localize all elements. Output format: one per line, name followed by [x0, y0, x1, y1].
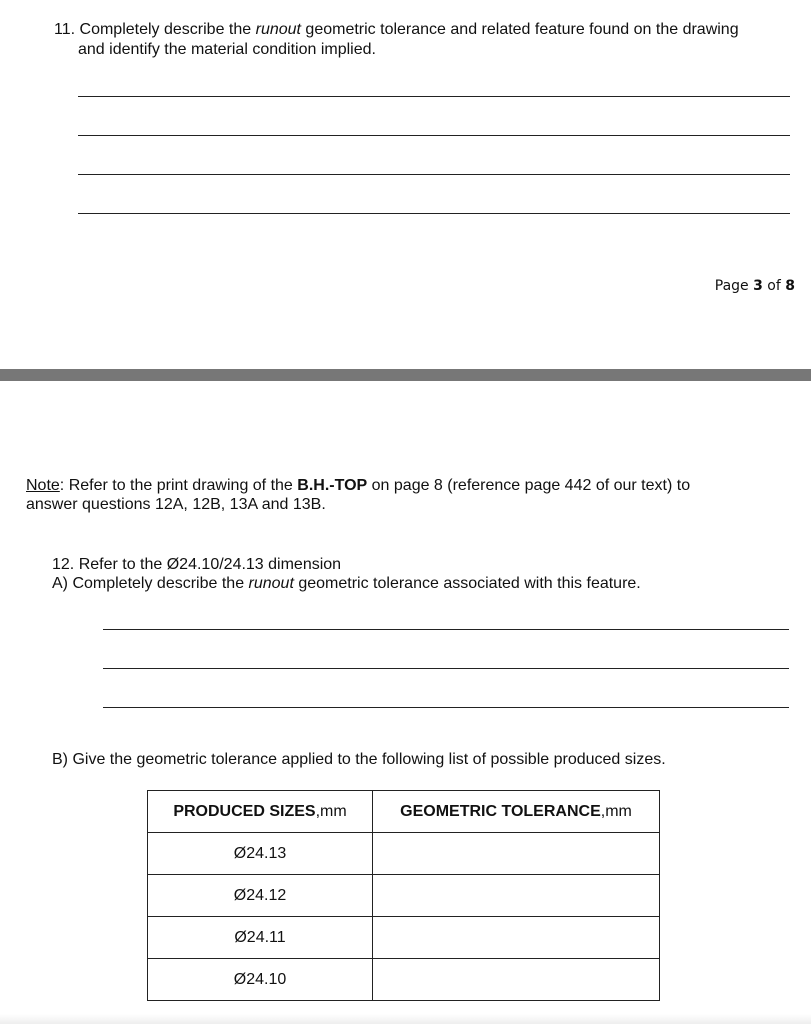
- question-12-heading: 12. Refer to the Ø24.10/24.13 dimension: [52, 556, 342, 573]
- note-text2: on page 8 (reference page 442 of our text) to: [367, 477, 691, 494]
- answer-line-11-4[interactable]: [78, 213, 790, 214]
- page-number: [715, 278, 795, 294]
- note-label: Note: [26, 477, 60, 494]
- page-number-middle: of: [762, 278, 786, 294]
- answer-line-12a-2[interactable]: [103, 668, 789, 669]
- header-geometric-tolerance: [373, 791, 660, 833]
- table-header-row: [148, 791, 660, 833]
- question-12a-before: A) Completely describe the: [52, 575, 249, 592]
- question-11-text-after: geometric tolerance and related feature found on the drawing: [300, 21, 739, 38]
- tolerance-cell[interactable]: [373, 959, 660, 1001]
- tolerance-cell[interactable]: [373, 917, 660, 959]
- table-row: [148, 833, 660, 875]
- header-geometric-tolerance-unit: ,mm: [600, 802, 632, 820]
- tolerance-table: [147, 790, 660, 1001]
- question-11-italic: runout: [255, 21, 301, 38]
- page-number-total: 8: [785, 278, 795, 294]
- header-produced-sizes-label: PRODUCED SIZES: [173, 802, 316, 820]
- answer-line-11-3[interactable]: [78, 174, 790, 175]
- header-geometric-tolerance-label: GEOMETRIC TOLERANCE: [400, 802, 601, 820]
- question-12: [52, 555, 641, 593]
- table-row: [148, 917, 660, 959]
- question-11-text-before: Completely describe the: [79, 21, 256, 38]
- table-row: [148, 959, 660, 1001]
- answer-line-12a-1[interactable]: [103, 629, 789, 630]
- size-cell: Ø24.11: [148, 917, 373, 959]
- question-12a-after: geometric tolerance associated with this feature.: [293, 575, 641, 592]
- page-divider: [0, 369, 811, 381]
- page-number-current: 3: [753, 278, 763, 294]
- table-row: [148, 875, 660, 917]
- answer-line-11-1[interactable]: [78, 96, 790, 97]
- question-11-line2: and identify the material condition implied.: [78, 41, 376, 58]
- size-cell: Ø24.12: [148, 875, 373, 917]
- tolerance-cell[interactable]: [373, 833, 660, 875]
- header-produced-sizes: [148, 791, 373, 833]
- answer-line-12a-3[interactable]: [103, 707, 789, 708]
- note: [26, 476, 796, 514]
- note-line2: answer questions 12A, 12B, 13A and 13B.: [26, 496, 326, 513]
- size-cell: Ø24.13: [148, 833, 373, 875]
- question-11-number: 11.: [54, 21, 76, 38]
- question-11: [54, 20, 799, 60]
- note-text1: : Refer to the print drawing of the: [59, 477, 298, 494]
- bottom-edge: [0, 1014, 811, 1024]
- question-12b: B) Give the geometric tolerance applied to the following list of possible produced sizes.: [52, 751, 666, 768]
- header-produced-sizes-unit: ,mm: [315, 802, 347, 820]
- tolerance-cell[interactable]: [373, 875, 660, 917]
- question-12a: [52, 574, 641, 593]
- size-cell: Ø24.10: [148, 959, 373, 1001]
- answer-line-11-2[interactable]: [78, 135, 790, 136]
- note-bold: B.H.-TOP: [297, 477, 368, 494]
- question-12a-italic: runout: [248, 575, 294, 592]
- page-number-prefix: Page: [714, 278, 754, 294]
